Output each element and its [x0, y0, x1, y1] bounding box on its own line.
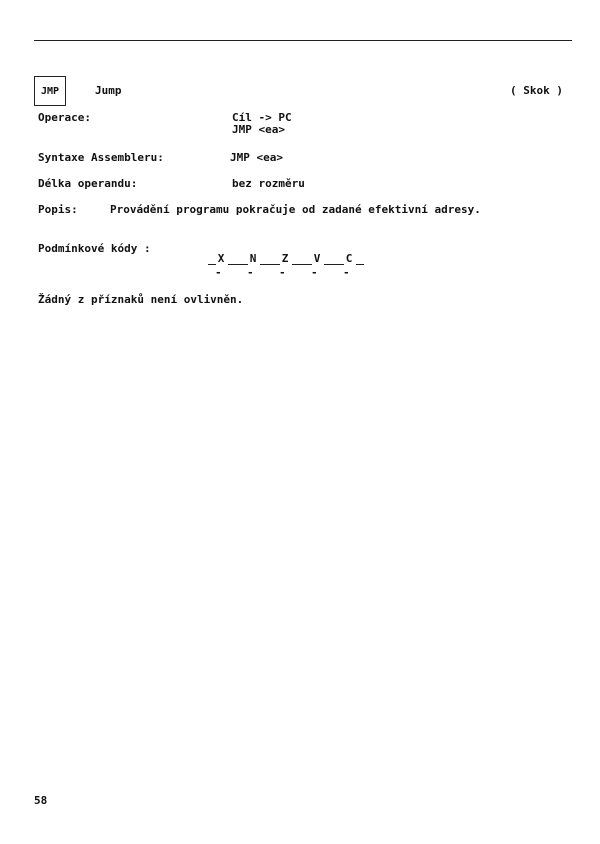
flag-value-x: - — [215, 266, 222, 279]
description-text: Provádění programu pokračuje od zadané efektivní adresy. — [110, 203, 481, 216]
flag-name: N — [249, 252, 257, 265]
flag-value-z: - — [279, 266, 286, 279]
flag-underline — [356, 264, 364, 265]
operation-line-2: JMP <ea> — [232, 123, 285, 136]
mnemonic-box — [34, 76, 66, 106]
flag-name: X — [217, 252, 225, 265]
condition-codes-label: Podmínkové kódy : — [38, 242, 151, 255]
instruction-name: Jump — [95, 84, 122, 97]
operation-label: Operace: — [38, 111, 91, 124]
flag-name: Z — [281, 252, 289, 265]
top-rule — [34, 40, 572, 41]
operand-length-label: Délka operandu: — [38, 177, 138, 190]
condition-codes-note: Žádný z příznaků není ovlivněn. — [38, 293, 244, 306]
description-label: Popis: — [38, 203, 78, 216]
flag-name: V — [313, 252, 321, 265]
syntax-label: Syntaxe Assembleru: — [38, 151, 164, 164]
operation-line-1: Cíl -> PC — [232, 111, 292, 124]
syntax-value: JMP <ea> — [230, 151, 283, 164]
instruction-translation: ( Skok ) — [510, 84, 563, 97]
mnemonic-label: JMP — [40, 85, 60, 97]
operand-length-value: bez rozměru — [232, 177, 305, 190]
page-number: 58 — [34, 794, 48, 807]
flag-value-n: - — [247, 266, 254, 279]
flag-value-v: - — [311, 266, 318, 279]
flag-value-c: - — [343, 266, 350, 279]
flag-name: C — [345, 252, 353, 265]
